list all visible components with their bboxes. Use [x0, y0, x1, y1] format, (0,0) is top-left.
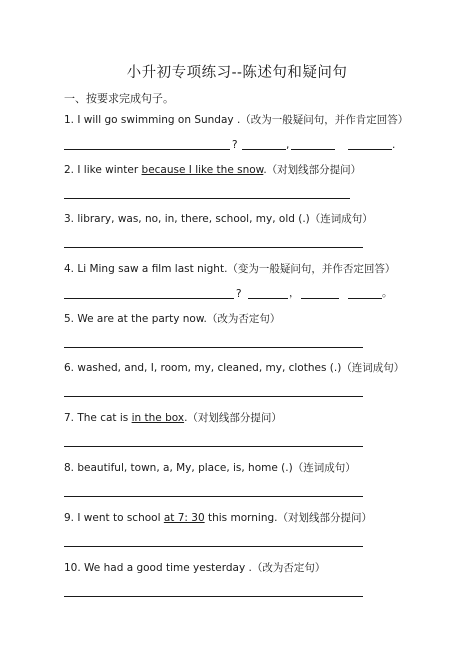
question-text-tail: this morning.	[204, 512, 278, 524]
answer-separator: ，	[289, 287, 300, 299]
answer-separator: ?	[236, 288, 242, 300]
question-text: 6. washed, and, I, room, my, cleaned, my, clothes (.)	[64, 362, 342, 374]
answer-separator: 。	[382, 287, 393, 299]
question-10	[64, 560, 325, 575]
question-text: 1. I will go swimming on Sunday .	[64, 114, 241, 126]
question-instruction: （改为否定句）	[206, 313, 281, 325]
answer-line-5[interactable]	[64, 334, 364, 348]
question-instruction: （连词成句）	[341, 362, 405, 374]
question-4	[64, 261, 395, 276]
question-text: 4. Li Ming saw a film last night.	[64, 263, 228, 275]
underlined-part: in the box	[131, 412, 185, 424]
question-3	[64, 211, 373, 226]
question-text: 10. We had a good time yesterday .	[64, 562, 252, 574]
page-title: 小升初专项练习--陈述句和疑问句	[126, 65, 348, 81]
answer-line-8[interactable]	[64, 483, 364, 497]
answer-line-6[interactable]	[64, 383, 364, 397]
section-heading: 一、按要求完成句子。	[64, 92, 174, 105]
question-7	[64, 410, 282, 425]
question-text: 7. The cat is	[64, 412, 132, 424]
answer-line-7[interactable]	[64, 433, 364, 447]
underlined-part: because I like the snow	[141, 164, 264, 176]
question-instruction: （连词成句）	[309, 213, 373, 225]
question-instruction: （对划线部分提问）	[266, 164, 362, 176]
answer-line-9[interactable]	[64, 533, 364, 547]
question-text-tail: .	[263, 164, 267, 176]
question-instruction: （对划线部分提问）	[187, 412, 282, 424]
question-5	[64, 311, 280, 326]
underlined-part: at 7: 30	[163, 512, 205, 524]
question-text: 8. beautiful, town, a, My, place, is, home (.)	[64, 462, 293, 474]
answer-line-1[interactable]	[64, 136, 394, 150]
answer-separator: .	[392, 139, 396, 151]
answer-line-2[interactable]	[64, 185, 354, 199]
answer-line-10[interactable]	[64, 583, 364, 597]
question-text: 3. library, was, no, in, there, school, my, old (.)	[64, 213, 310, 225]
question-6	[64, 360, 404, 375]
question-2	[64, 162, 361, 177]
question-instruction: （连词成句）	[292, 462, 356, 474]
question-instruction: （改为否定句）	[251, 562, 326, 574]
question-text: 9. I went to school	[64, 512, 164, 524]
answer-separator: ,	[286, 139, 290, 151]
question-text-tail: .	[184, 412, 188, 424]
answer-line-4[interactable]	[64, 285, 394, 299]
question-text: 5. We are at the party now.	[64, 313, 207, 325]
answer-line-3[interactable]	[64, 234, 364, 248]
question-instruction: （对划线部分提问）	[277, 512, 372, 524]
question-9	[64, 510, 372, 525]
question-text: 2. I like winter	[64, 164, 142, 176]
question-1	[64, 112, 408, 127]
question-instruction: （变为一般疑问句，并作否定回答）	[227, 263, 396, 275]
answer-separator: ?	[232, 139, 238, 151]
question-8	[64, 460, 356, 475]
question-instruction: （改为一般疑问句，并作肯定回答）	[240, 114, 409, 126]
